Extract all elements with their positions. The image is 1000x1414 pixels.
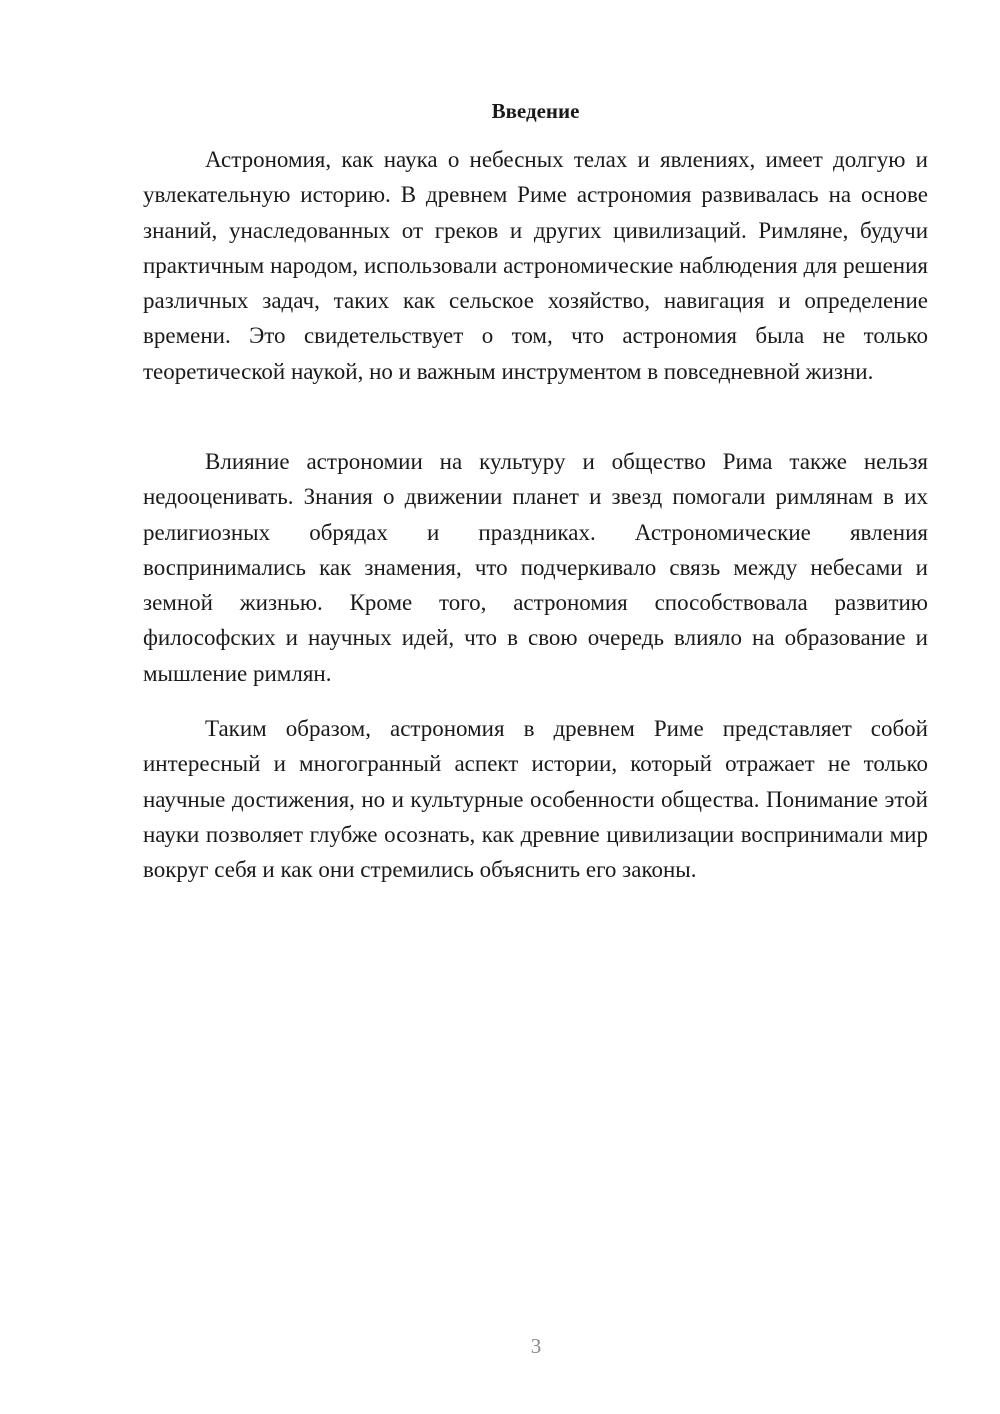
paragraph-3: Таким образом, астрономия в древнем Риме представляет собой интересный и многогранный аспект истории, который отражает не только научные достижения, но и культурные особенности общества. Понимание этой науки позволяет глубже осознать, как древние цивилизации воспринимали мир вокруг себя и как они стремились объяснить его законы. xyxy=(143,716,928,883)
paragraph-1: Астрономия, как наука о небесных телах и явлениях, имеет долгую и увлекательную историю. В древнем Риме астрономия развивалась на основе знаний, унаследованных от греков и других цивилизаций. Римляне, будучи практичным народом, использовали астрономические наблюдения для решения различных задач, таких как сельское хозяйство, навигация и определение времени. Это свидетельствует о том, что астрономия была не только теоретической наукой, но и важным инструментом в повседневной жизни. xyxy=(143,147,928,384)
page-number: 3 xyxy=(530,1334,542,1358)
paragraph-2: Влияние астрономии на культуру и общество Рима также нельзя недооценивать. Знания о движении планет и звезд помогали римлянам в их религиозных обрядах и праздниках. Астрономические явления воспринимались как знамения, что подчеркивало связь между небесами и земной жизнью. Кроме того, астрономия способствовала развитию философских и научных идей, что в свою очередь влияло на образование и мышление римлян. xyxy=(143,449,928,686)
section-title: Введение xyxy=(491,99,580,123)
